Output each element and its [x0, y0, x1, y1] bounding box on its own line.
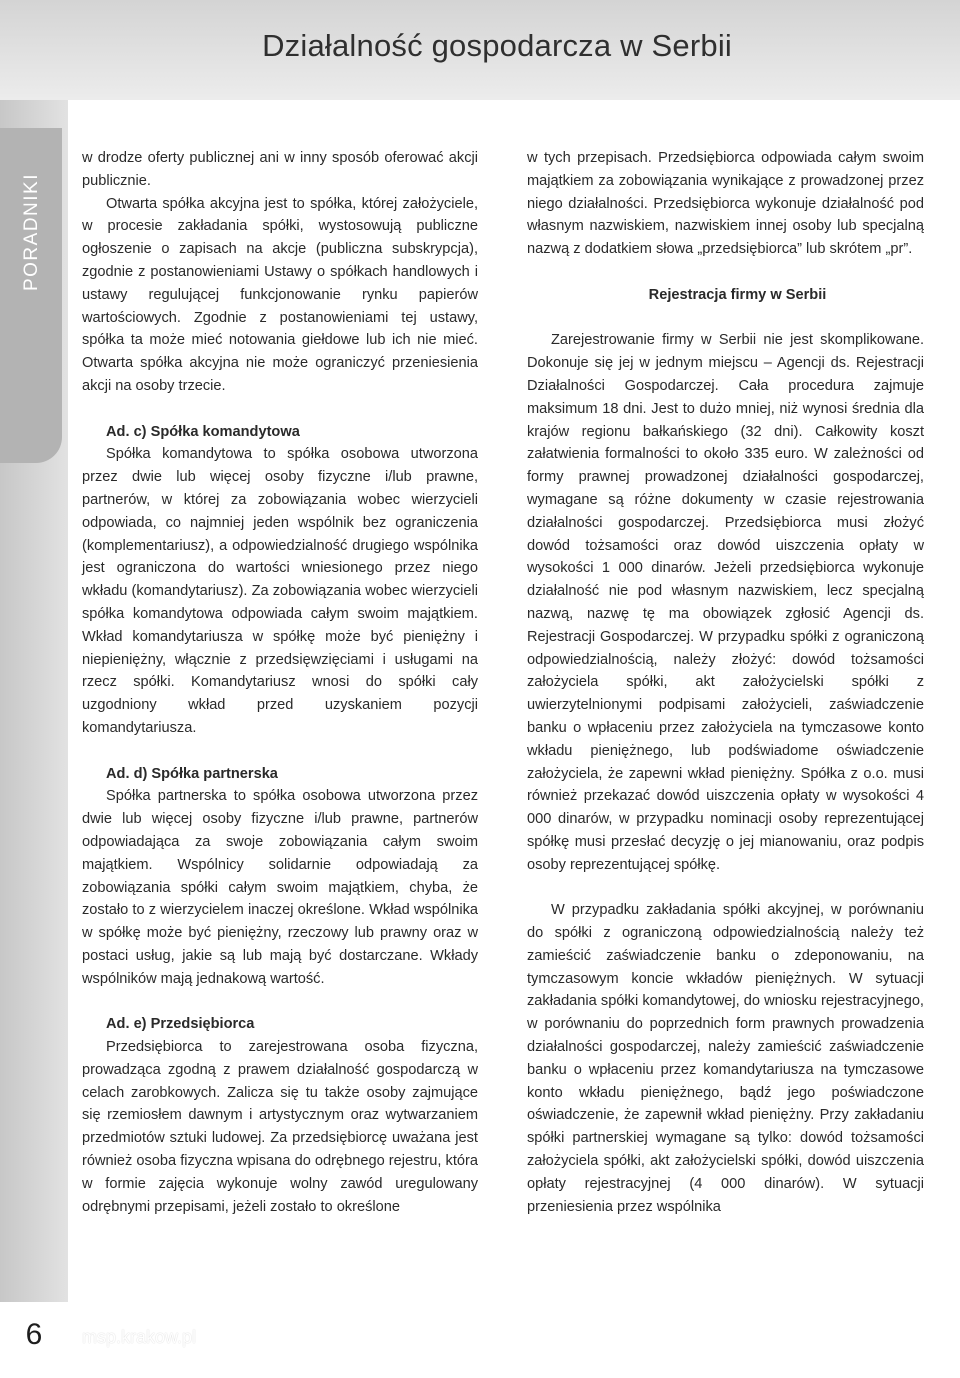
section-heading: Ad. d) Spółka partnerska — [106, 765, 278, 782]
paragraph: W przypadku zakładania spółki akcyjnej, w porównaniu do spółki z ograniczoną odpowiedzialnością należy też zamieścić zaświadczenie banku o zdeponowaniu, na tymczasowym koncie wkładów pieniężnych. W sytuacji zakładania spółki komandytowej, do wniosku rejestracyjnego, w porównaniu do poprzednich form prawnych prowadzenia działalności gospodarczej, należy zamieścić zaświadczenie banku o wpłaceniu przez komandytariusza na tymczasowe konto wkładu pieniężnego, bądź jego poświadczone oświadczenie, że zapewnił wkład pieniężny. Przy zakładaniu spółki partnerskiej wymagane są tylko: dowód tożsamości założyciela spółki, akt założycielski spółki, dowód uiszczenia opłaty rejestracyjnej (4 000 dinarów). W sytuacji przeniesienia przez wspólnika — [527, 902, 924, 1215]
paragraph: Zarejestrowanie firmy w Serbii nie jest skomplikowane. Dokonuje się jej w jednym miejscu – Agencji ds. Rejestracji Działalności Gospodarczej. Cała procedura zajmuje maksimum 18 dni. Jest to dużo mniej, niż wynosi średnia dla krajów regionu bałkańskiego (32 dni). Całkowity koszt załatwienia formalności to około 335 euro. W zależności od formy prawnej prowadzonej działalności gospodarczej, wymagane są różne dokumenty w czasie rejestrowania działalności gospodarczej. Przedsiębiorca musi złożyć dowód tożsamości oraz dowód uiszczenia opłaty w wysokości 1 000 dinarów. Jeżeli przedsiębiorca wykonuje działalność nie pod własnym nazwiskiem, lecz specjalną nazwą, nazwę tę ma obowiązek zgłosić Agencji ds. Rejestracji Gospodarczej. W przypadku spółki z ograniczoną odpowiedzialnością, należy złożyć: dowód tożsamości założyciela spółki, akt założycielski spółki z uwierzytelnionymi podpisami założycieli, zaświadczenie banku o wpłaceniu przez założyciela na tymczasowe konto wkładu pieniężnego, lub podświadome oświadczenie założyciela, że zapewni wkład pieniężny. Spółka z o.o. musi również przekazać dowód uiszczenia opłaty w wysokości 4 000 dinarów, w przypadku nominacji osoby reprezentującej spółkę musi przesłać decyzję o jej mianowaniu, oraz podpis osoby reprezentującej spółkę. — [527, 332, 924, 873]
footer-url: msp.krakow.pl — [82, 1327, 197, 1347]
paragraph: w tych przepisach. Przedsiębiorca odpowiada całym swoim majątkiem za zobowiązania wynikające z prowadzonej przez niego działalności. Przedsiębiorca wykonuje działalność pod własnym nazwiskiem, nazwiskiem innej osoby lub specjalną nazwą z dodatkiem słowa „przedsiębiorca” lub skrótem „pr”. — [527, 150, 924, 258]
paragraph: w drodze oferty publicznej ani w inny sposób oferować akcji publicznie. — [82, 150, 478, 189]
left-column — [82, 147, 478, 1218]
section-heading: Rejestracja firmy w Serbii — [648, 286, 827, 303]
paragraph: Przedsiębiorca to zarejestrowana osoba fizyczna, prowadząca zgodną z prawem działalność gospodarczą w celach zarobkowych. Zalicza się tu także osoby zajmujące się rzemiosłem dawnym i artystycznym oraz wytwarzaniem przedmiotów sztuki ludowej. Za przedsiębiorcę uważana jest również osoba fizyczna wpisana do odrębnego rejestru, która w formie zajęcia wykonuje wolny zawód uregulowany odrębnymi przepisami, jeżeli zostało to określone — [82, 1039, 478, 1215]
header-band — [0, 0, 960, 100]
page-title: Działalność gospodarcza w Serbii — [262, 28, 732, 63]
section-heading: Ad. c) Spółka komandytowa — [106, 423, 300, 440]
right-column — [527, 147, 924, 1218]
paragraph: Spółka komandytowa to spółka osobowa utworzona przez dwie lub więcej osoby fizyczne i/lub prawne, partnerów, w której za zobowiązania wobec wierzycieli odpowiada, co najmniej jeden wspólnik bez ograniczenia (komplementariusz), a odpowiedzialność drugiego wspólnika jest ograniczona do wartości wniesionego przez niego wkładu (komandytariusz). Za zobowiązania wobec wierzycieli spółka komandytowa odpowiada całym swoim majątkiem. Wkład komandytariusza w spółkę może być pieniężny i niepieniężny, włącznie z przedsięwzięciami i usługami na rzecz spółki. Komandytariusz wnosi do spółki cały uzgodniony wkład przed uzyskaniem pozycji komandytariusza. — [82, 446, 478, 736]
section-heading: Ad. e) Przedsiębiorca — [106, 1016, 255, 1033]
paragraph: Otwarta spółka akcyjna jest to spółka, której założyciele, w procesie zakładania spółki, wystosowują publiczne ogłoszenie o zapisach na akcje (publiczna subskrypcja), zgodnie z postanowieniami Ustawy o spółkach handlowych i ustawy regulującej funkcjonowanie rynku papierów wartościowych. Zgodnie z postanowieniami tej ustawy, spółka ta może mieć notowania giełdowe lub ich nie mieć. Otwarta spółka akcyjna nie może ograniczyć przeniesienia akcji na osoby trzecie. — [82, 195, 478, 394]
paragraph: Spółka partnerska to spółka osobowa utworzona przez dwie lub więcej osoby fizyczne i/lub prawne, partnerów odpowiadająca za swoje zobowiązania całym swoim majątkiem. Wspólnicy solidarnie odpowiadają za zobowiązania spółki całym swoim majątkiem, chyba, że zostało to z wierzycielem inaczej określone. Wkład wspólnika w spółkę może być pieniężny, rzeczowy lub prawny oraz w postaci usług, jakie są lub mają być dostarczane. Wkłady wspólników mają jednakową wartość. — [82, 788, 478, 987]
section-label: PORADNIKI — [21, 172, 42, 292]
page-number: 6 — [25, 1318, 43, 1351]
